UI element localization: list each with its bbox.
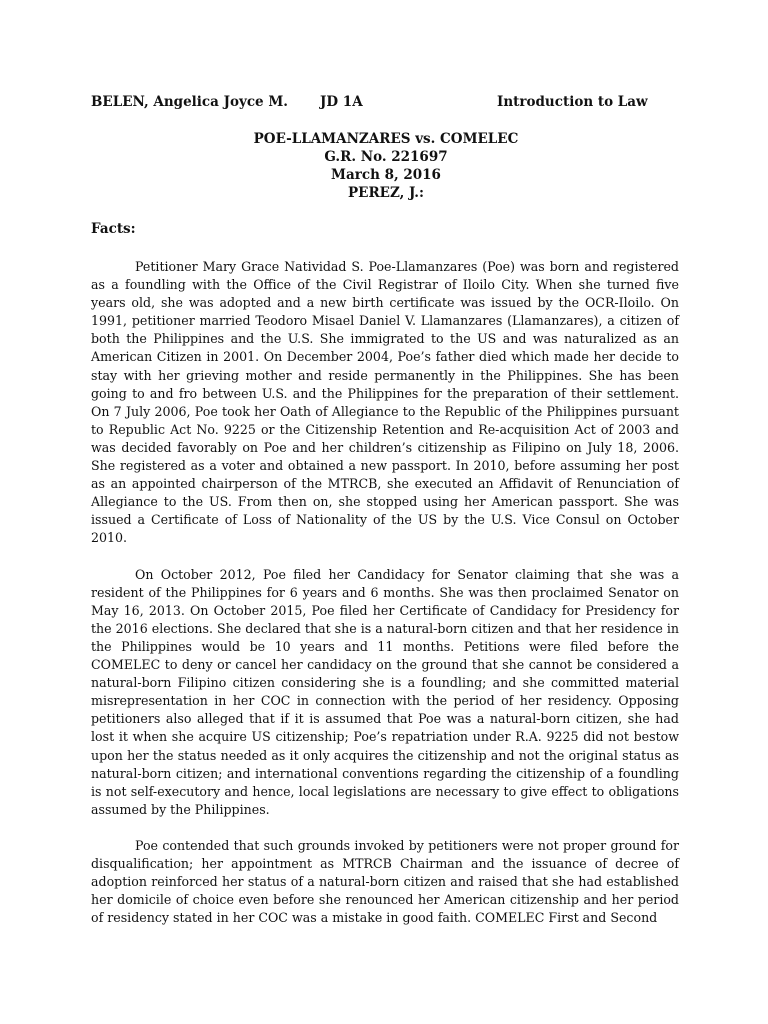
case-title: POE-LLAMANZARES vs. COMELEC bbox=[253, 131, 519, 147]
class-section: JD 1A bbox=[320, 94, 363, 110]
case-gr-number: G.R. No. 221697 bbox=[324, 149, 448, 165]
course-title: Introduction to Law bbox=[497, 94, 648, 110]
facts-paragraph: Petitioner Mary Grace Natividad S. Poe-Llamanzares (Poe) was born and registered as a foundling with the Office of the Civil Registrar of Iloilo City. When she turned five years old, she was adopted and a new birth certificate was issued by the OCR-Iloilo. On 1991, petitioner married Teodoro Misael Daniel V. Llamanzares (Llamanzares), a citizen of both the Philippines and the U.S. She immigrated to the US and was naturalized as an American Citizen in 2001. On December 2004, Poe’s father died which made her decide to stay with her grieving mother and reside permanently in the Philippines. She has been going to and fro between U.S. and the Philippines for the preparation of their settlement. On 7 July 2006, Poe took her Oath of Allegiance to the Republic of the Philippines pursuant to Republic Act No. 9225 or the Citizenship Retention and Re-acquisition Act of 2003 and was decided favorably on Poe and her children’s citizenship as Filipino on July 18, 2006. She registered as a voter and obtained a new passport. In 2010, before assuming her post as an appointed chairperson of the MTRCB, she executed an Affidavit of Renunciation of Allegiance to the US. From then on, she stopped using her American passport. She was issued a Certificate of Loss of Nationality of the US by the U.S. Vice Consul on October 2010. bbox=[91, 259, 679, 546]
student-name: BELEN, Angelica Joyce M. bbox=[91, 94, 288, 110]
case-date: March 8, 2016 bbox=[331, 167, 441, 183]
facts-paragraph: On October 2012, Poe filed her Candidacy for Senator claiming that she was a resident of the Philippines for 6 years and 6 months. She was then proclaimed Senator on May 16, 2013. On October 2015, Poe filed her Certificate of Candidacy for Presidency for the 2016 elections. She declared that she is a natural-born citizen and that her residence in the Philippines would be 10 years and 11 months. Petitions were filed before the COMELEC to deny or cancel her candidacy on the ground that she cannot be considered a natural-born Filipino citizen considering she is a foundling; and she committed material misrepresentation in her COC in connection with the period of her residency. Opposing petitioners also alleged that if it is assumed that Poe was a natural-born citizen, she had lost it when she acquire US citizenship; Poe’s repatriation under R.A. 9225 did not bestow upon her the status needed as it only acquires the citizenship and not the original status as natural-born citizen; and international conventions regarding the citizenship of a foundling is not self-executory and hence, local legislations are necessary to give effect to obligations assumed by the Philippines. bbox=[91, 566, 679, 817]
facts-heading: Facts: bbox=[91, 221, 136, 237]
facts-paragraph: Poe contended that such grounds invoked by petitioners were not proper ground for disqualification; her appointment as MTRCB Chairman and the issuance of decree of adoption reinforced her status of a natural-born citizen and raised that she had established her domicile of choice even before she renounced her American citizenship and her period of residency stated in her COC was a mistake in good faith. COMELEC First and Second bbox=[91, 838, 679, 926]
document-header bbox=[91, 94, 681, 112]
case-ponente: PEREZ, J.: bbox=[348, 185, 424, 201]
case-heading bbox=[91, 130, 681, 202]
facts-body bbox=[91, 258, 679, 946]
